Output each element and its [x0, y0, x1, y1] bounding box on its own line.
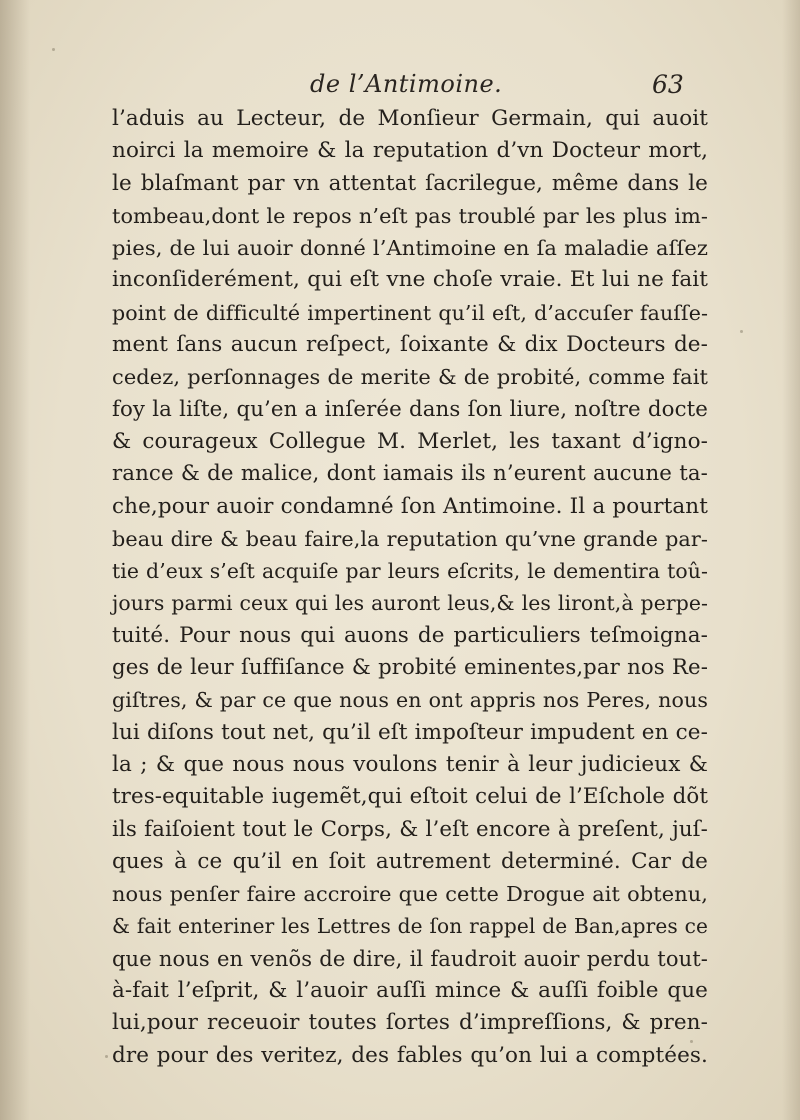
running-title: de l’Antimoine.	[310, 70, 503, 98]
text-line: point de difficulté impertinent qu’il eſt, d’accuſer fauſſe-	[112, 300, 708, 325]
text-line: che,pour auoir condamné ſon Antimoine. Il a pourtant	[112, 493, 708, 519]
text-line: le blaſmant par vn attentat ſacrilegue, même dans le	[112, 170, 708, 196]
text-line: jours parmi ceux qui les auront leus,& les liront,à perpe-	[112, 591, 708, 616]
text-line: beau dire & beau faire,la reputation qu’vne grande par-	[112, 526, 708, 551]
text-line: que nous en venõs de dire, il faudroit auoir perdu tout-	[112, 945, 708, 971]
text-line: pies, de lui auoir donné l’Antimoine en ſa maladie aſſez	[112, 236, 708, 261]
text-line: nous penſer faire accroire que cette Drogue ait obtenu,	[112, 882, 708, 907]
text-line: ment ſans aucun reſpect, ſoixante & dix Docteurs de-	[112, 332, 708, 358]
text-line: tuité. Pour nous qui auons de particuliers teſmoigna-	[112, 622, 708, 648]
text-line: & courageux Collegue M. Merlet, les taxant d’igno-	[112, 428, 708, 454]
text-line: noirci la memoire & la reputation d’vn Docteur mort,	[112, 138, 708, 164]
text-line: lui diſons tout net, qu’il eſt impoſteur impudent en ce-	[112, 719, 708, 745]
text-line: dre pour des veritez, des fables qu’on lui a comptées.	[112, 1042, 708, 1068]
text-line: rance & de malice, dont iamais ils n’eurent aucune ta-	[112, 461, 708, 487]
text-line: la ; & que nous nous voulons tenir à leur judicieux &	[112, 751, 708, 777]
text-line: & fait enteriner les Lettres de ſon rappel de Ban,apres ce	[112, 914, 708, 939]
text-line: lui,pour receuoir toutes ſortes d’impreſſions, & pren-	[112, 1010, 708, 1036]
text-line: ils faiſoient tout le Corps, & l’eſt encore à preſent, juſ-	[112, 816, 708, 842]
text-line: ques à ce qu’il en ſoit autrement determiné. Car de	[112, 848, 708, 874]
text-line: tres-equitable iugemẽt,qui eſtoit celui de l’Eſchole dõt	[112, 784, 708, 810]
text-line: cedez, perſonnages de merite & de probité, comme fait	[112, 365, 708, 390]
text-line: giſtres, & par ce que nous en ont appris nos Peres, nous	[112, 688, 708, 713]
body-text	[112, 103, 708, 1072]
text-line: l’aduis au Lecteur, de Monſieur Germain, qui auoit	[112, 106, 708, 131]
text-line: ges de leur ſuffiſance & probité eminentes,par nos Re-	[112, 655, 708, 681]
text-line: tombeau,dont le repos n’eſt pas troublé par les plus im-	[112, 203, 708, 228]
text-line: inconſiderément, qui eſt vne choſe vraie. Et lui ne fait	[112, 267, 708, 293]
page-edge	[782, 0, 800, 1120]
text-line: foy la liſte, qu’en a inſerée dans ſon liure, noſtre docte	[112, 396, 708, 422]
page-number: 63	[652, 70, 684, 99]
text-line: à-fait l’eſprit, & l’auoir auſſi mince & auſſi foible que	[112, 978, 708, 1004]
gutter-shadow	[0, 0, 30, 1120]
text-line: tie d’eux s’eſt acquiſe par leurs eſcrits, le dementira toû-	[112, 559, 708, 584]
